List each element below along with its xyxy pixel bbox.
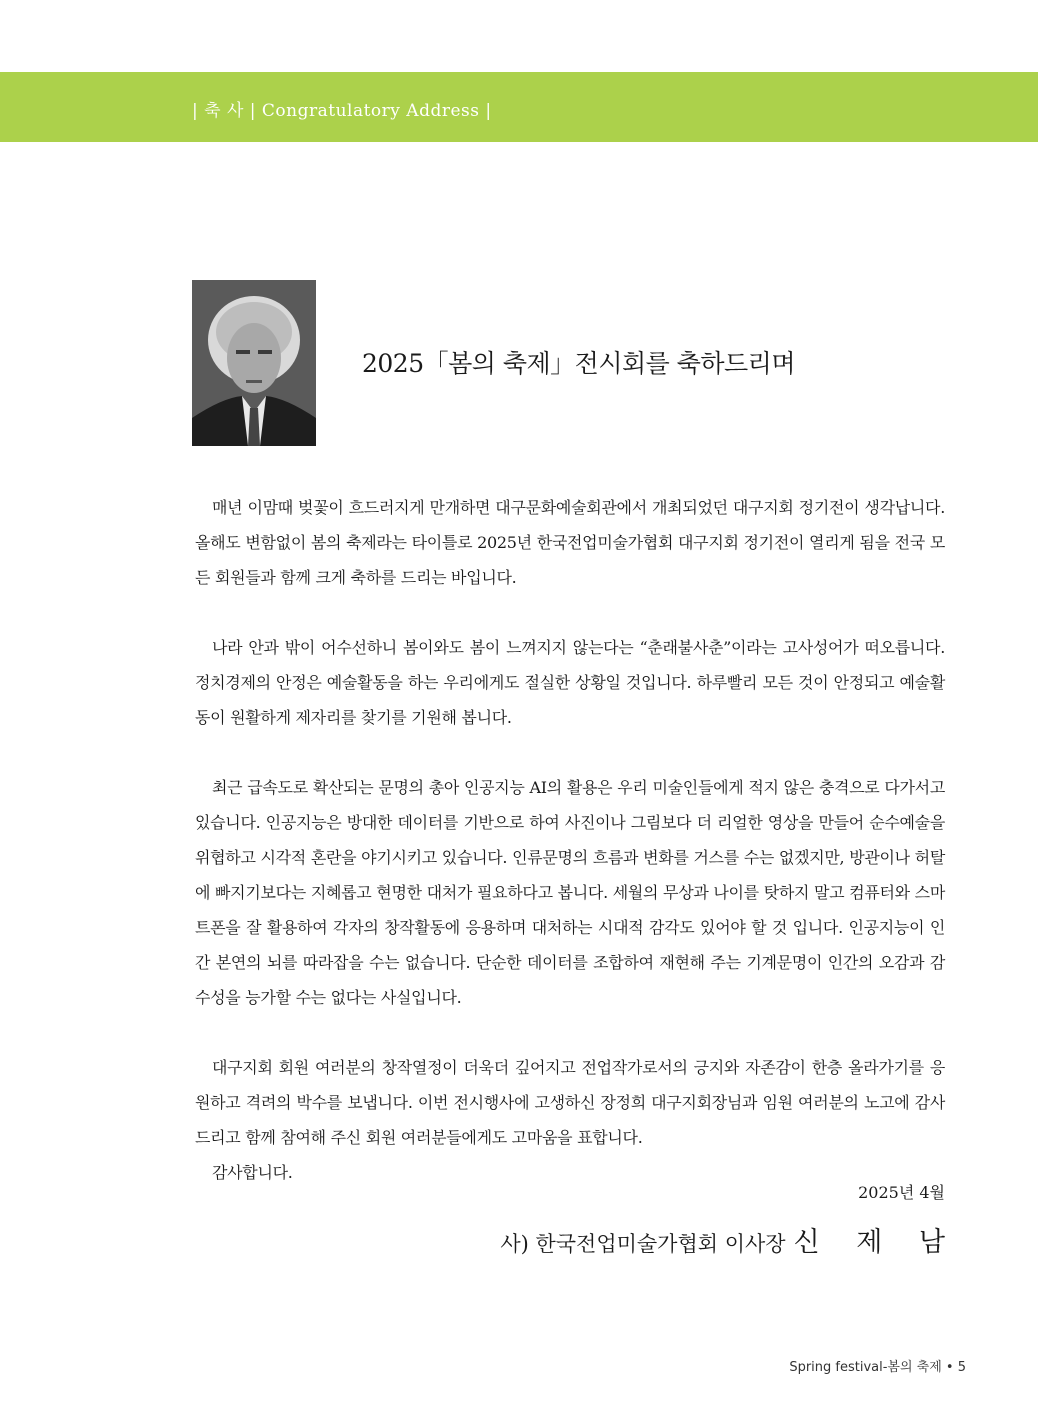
paragraph-4: 대구지회 회원 여러분의 창작열정이 더욱더 깊어지고 전업작가로서의 긍지와 자존감이 한층 올라가기를 응원하고 격려의 박수를 보냅니다. 이번 전시행사에 고생하신 장정희 대구지회장님과 임원 여러분의 노고에 감사드리고 함께 참여해 주신 회원 여러분들에게도 고마움을 표합니다. (195, 1058, 945, 1147)
letter-body (195, 490, 945, 1190)
page-title: 2025「봄의 축제」전시회를 축하드리며 (362, 349, 795, 378)
portrait-icon (192, 280, 316, 446)
paragraph-1: 매년 이맘때 벚꽃이 흐드러지게 만개하면 대구문화예술회관에서 개최되었던 대구지회 정기전이 생각납니다. 올해도 변함없이 봄의 축제라는 타이틀로 2025년 한국전업미술가협회 대구지회 정기전이 열리게 됨을 전국 모든 회원들과 함께 크게 축하를 드리는 바입니다. (195, 498, 945, 587)
closing-line: 감사합니다. (212, 1163, 293, 1182)
section-label: | 축 사 | Congratulatory Address | (192, 101, 492, 121)
signature-org: 사) 한국전업미술가협회 이사장 (500, 1232, 786, 1256)
portrait-photo (192, 280, 316, 446)
signature (500, 1220, 959, 1259)
paragraph-3: 최근 급속도로 확산되는 문명의 총아 인공지능 AI의 활용은 우리 미술인들에게 적지 않은 충격으로 다가서고 있습니다. 인공지능은 방대한 데이터를 기반으로 하여 사진이나 그림보다 더 리얼한 영상을 만들어 순수예술을 위협하고 시각적 혼란을 야기시키고 있습니다. 인류문명의 흐름과 변화를 거스를 수는 없겠지만, 방관이나 허탈에 빠지기보다는 지혜롭고 현명한 대처가 필요하다고 봅니다. 세월의 무상과 나이를 탓하지 말고 컴퓨터와 스마트폰을 잘 활용하여 각자의 창작활동에 응용하며 대처하는 시대적 감각도 있어야 할 것 입니다. 인공지능이 인간 본연의 뇌를 따라잡을 수는 없습니다. 단순한 데이터를 조합하여 재현해 주는 기계문명이 인간의 오감과 감수성을 능가할 수는 없다는 사실입니다. (195, 778, 945, 1007)
section-banner (0, 72, 1038, 142)
letter-date: 2025년 4월 (858, 1183, 945, 1202)
page-footer: Spring festival-봄의 축제 • 5 (789, 1360, 966, 1375)
paragraph-2: 나라 안과 밖이 어수선하니 봄이와도 봄이 느껴지지 않는다는 “춘래불사춘”이라는 고사성어가 떠오릅니다. 정치경제의 안정은 예술활동을 하는 우리에게도 절실한 상황일 것입니다. 하루빨리 모든 것이 안정되고 예술활동이 원활하게 제자리를 찾기를 기원해 봅니다. (195, 638, 945, 727)
signature-name: 신 제 남 (793, 1227, 959, 1258)
